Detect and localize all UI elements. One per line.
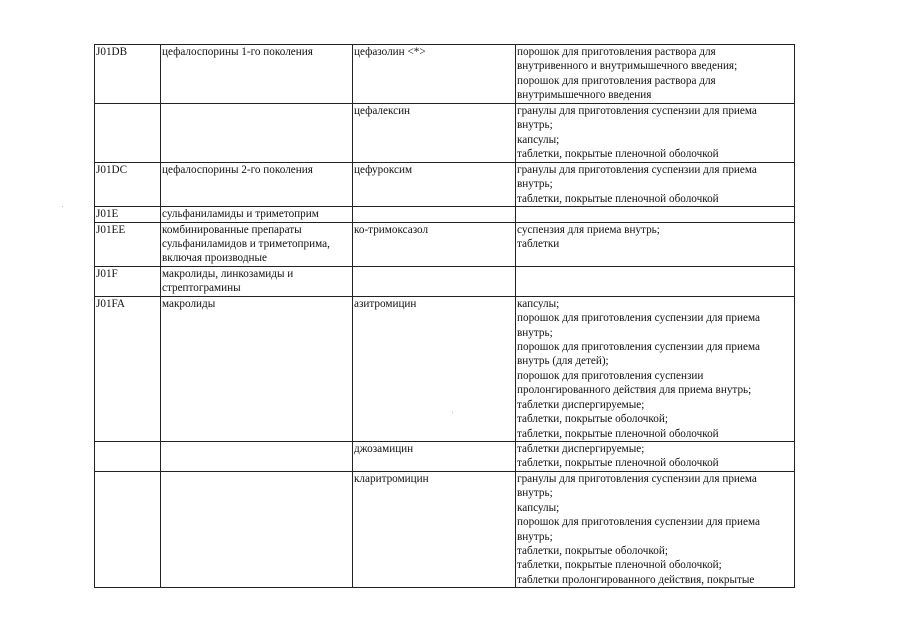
dosage-form-line: гранулы для приготовления суспензии для приема <box>517 105 757 117</box>
atc-code: J01DB <box>96 46 128 58</box>
group-cell <box>161 266 353 296</box>
forms-cell <box>516 441 795 471</box>
drug-name: джозамицин <box>354 442 414 455</box>
drug-cell <box>353 207 516 222</box>
atc-code: J01E <box>96 208 119 221</box>
atc-code-cell <box>95 296 161 441</box>
atc-code-cell <box>95 471 161 587</box>
dosage-form-line: таблетки, покрытые оболочкой; <box>517 413 668 426</box>
group-cell <box>161 471 353 587</box>
group-name: цефалоспорины 1-го поколения <box>162 46 313 58</box>
group-name: цефалоспорины 2-го поколения <box>162 164 313 176</box>
table-row <box>95 207 795 222</box>
dosage-form-line: таблетки, покрытые пленочной оболочкой <box>517 457 719 470</box>
dosage-form-line: таблетки пролонгированного действия, покрытые <box>517 573 755 586</box>
scan-speck <box>62 206 63 207</box>
atc-code-cell <box>95 45 161 104</box>
group-name: комбинированные препараты <box>162 223 302 236</box>
dosage-form-line: внутрь; <box>517 487 553 500</box>
dosage-form-line: таблетки, покрытые пленочной оболочкой <box>517 427 719 440</box>
dosage-form-line: порошок для приготовления раствора для <box>517 74 716 87</box>
dosage-form-line: порошок для приготовления суспензии для приема <box>517 312 760 325</box>
drug-cell <box>353 222 516 266</box>
table-row <box>95 471 795 587</box>
table-row <box>95 296 795 441</box>
dosage-form-line: гранулы для приготовления суспензии для приема <box>517 472 757 485</box>
dosage-form-line: капсулы; <box>517 297 560 310</box>
dosage-form-line: внутрь (для детей); <box>517 355 609 368</box>
drug-classification-table <box>94 44 795 588</box>
drug-cell <box>353 163 516 207</box>
forms-cell <box>516 296 795 441</box>
group-name: сульфаниламидов и триметоприма, <box>162 238 330 251</box>
group-name: макролиды <box>162 297 216 310</box>
group-cell <box>161 441 353 471</box>
drug-name: азитромицин <box>354 297 417 310</box>
dosage-form-line: внутривенного и внутримышечного введения; <box>517 60 738 73</box>
group-name: включая производные <box>162 252 267 265</box>
drug-cell <box>353 45 516 104</box>
dosage-form-line: таблетки диспергируемые; <box>517 442 645 455</box>
drug-cell <box>353 266 516 296</box>
drug-name: цефуроксим <box>354 164 413 176</box>
atc-code-cell <box>95 163 161 207</box>
dosage-form-line: суспензия для приема внутрь; <box>517 223 660 236</box>
atc-code: J01F <box>96 267 118 280</box>
dosage-form-line: таблетки, покрытые пленочной оболочкой; <box>517 559 722 572</box>
forms-cell <box>516 163 795 207</box>
dosage-form-line: таблетки <box>517 238 560 251</box>
dosage-form-line: внутрь; <box>517 530 553 543</box>
group-cell <box>161 296 353 441</box>
drug-name: кларитромицин <box>354 472 429 485</box>
group-cell <box>161 104 353 163</box>
dosage-form-line: порошок для приготовления раствора для <box>517 46 716 58</box>
atc-code: J01FA <box>96 297 126 310</box>
dosage-form-line: гранулы для приготовления суспензии для приема <box>517 164 757 176</box>
group-name: сульфаниламиды и триметоприм <box>162 208 319 221</box>
forms-cell <box>516 471 795 587</box>
drug-name: цефалексин <box>354 105 411 117</box>
drug-cell <box>353 296 516 441</box>
dosage-form-line: таблетки, покрытые пленочной оболочкой <box>517 148 719 161</box>
dosage-form-line: таблетки, покрытые пленочной оболочкой <box>517 192 719 205</box>
atc-code-cell <box>95 207 161 222</box>
dosage-form-line: капсулы; <box>517 501 560 514</box>
forms-cell <box>516 222 795 266</box>
forms-cell <box>516 207 795 222</box>
drug-name: цефазолин <*> <box>354 46 426 58</box>
dosage-form-line: порошок для приготовления суспензии для приема <box>517 341 760 354</box>
table-row <box>95 441 795 471</box>
atc-code-cell <box>95 441 161 471</box>
group-cell <box>161 207 353 222</box>
dosage-form-line: капсулы; <box>517 133 560 146</box>
table-row <box>95 104 795 163</box>
dosage-form-line: порошок для приготовления суспензии <box>517 369 704 382</box>
forms-cell <box>516 45 795 104</box>
forms-cell <box>516 104 795 163</box>
atc-code-cell <box>95 104 161 163</box>
dosage-form-line: внутрь; <box>517 119 553 132</box>
table-row <box>95 45 795 104</box>
drug-cell <box>353 441 516 471</box>
group-cell <box>161 222 353 266</box>
dosage-form-line: таблетки, покрытые оболочкой; <box>517 544 668 557</box>
dosage-form-line: пролонгированного действия для приема внутрь; <box>517 384 752 397</box>
group-cell <box>161 163 353 207</box>
atc-code-cell <box>95 266 161 296</box>
drug-cell <box>353 104 516 163</box>
table-row <box>95 163 795 207</box>
dosage-form-line: внутрь; <box>517 326 553 339</box>
dosage-form-line: таблетки диспергируемые; <box>517 398 645 411</box>
forms-cell <box>516 266 795 296</box>
drug-cell <box>353 471 516 587</box>
table-row <box>95 222 795 266</box>
group-name: стрептограмины <box>162 282 241 295</box>
atc-code-cell <box>95 222 161 266</box>
dosage-form-line: порошок для приготовления суспензии для приема <box>517 516 760 529</box>
atc-code: J01DC <box>96 164 128 176</box>
table-body <box>95 45 795 588</box>
group-cell <box>161 45 353 104</box>
dosage-form-line: внутрь; <box>517 178 553 191</box>
group-name: макролиды, линкозамиды и <box>162 267 294 280</box>
table-row <box>95 266 795 296</box>
atc-code: J01EE <box>96 223 126 236</box>
dosage-form-line: внутримышечного введения <box>517 89 652 102</box>
drug-name: ко-тримоксазол <box>354 223 429 236</box>
